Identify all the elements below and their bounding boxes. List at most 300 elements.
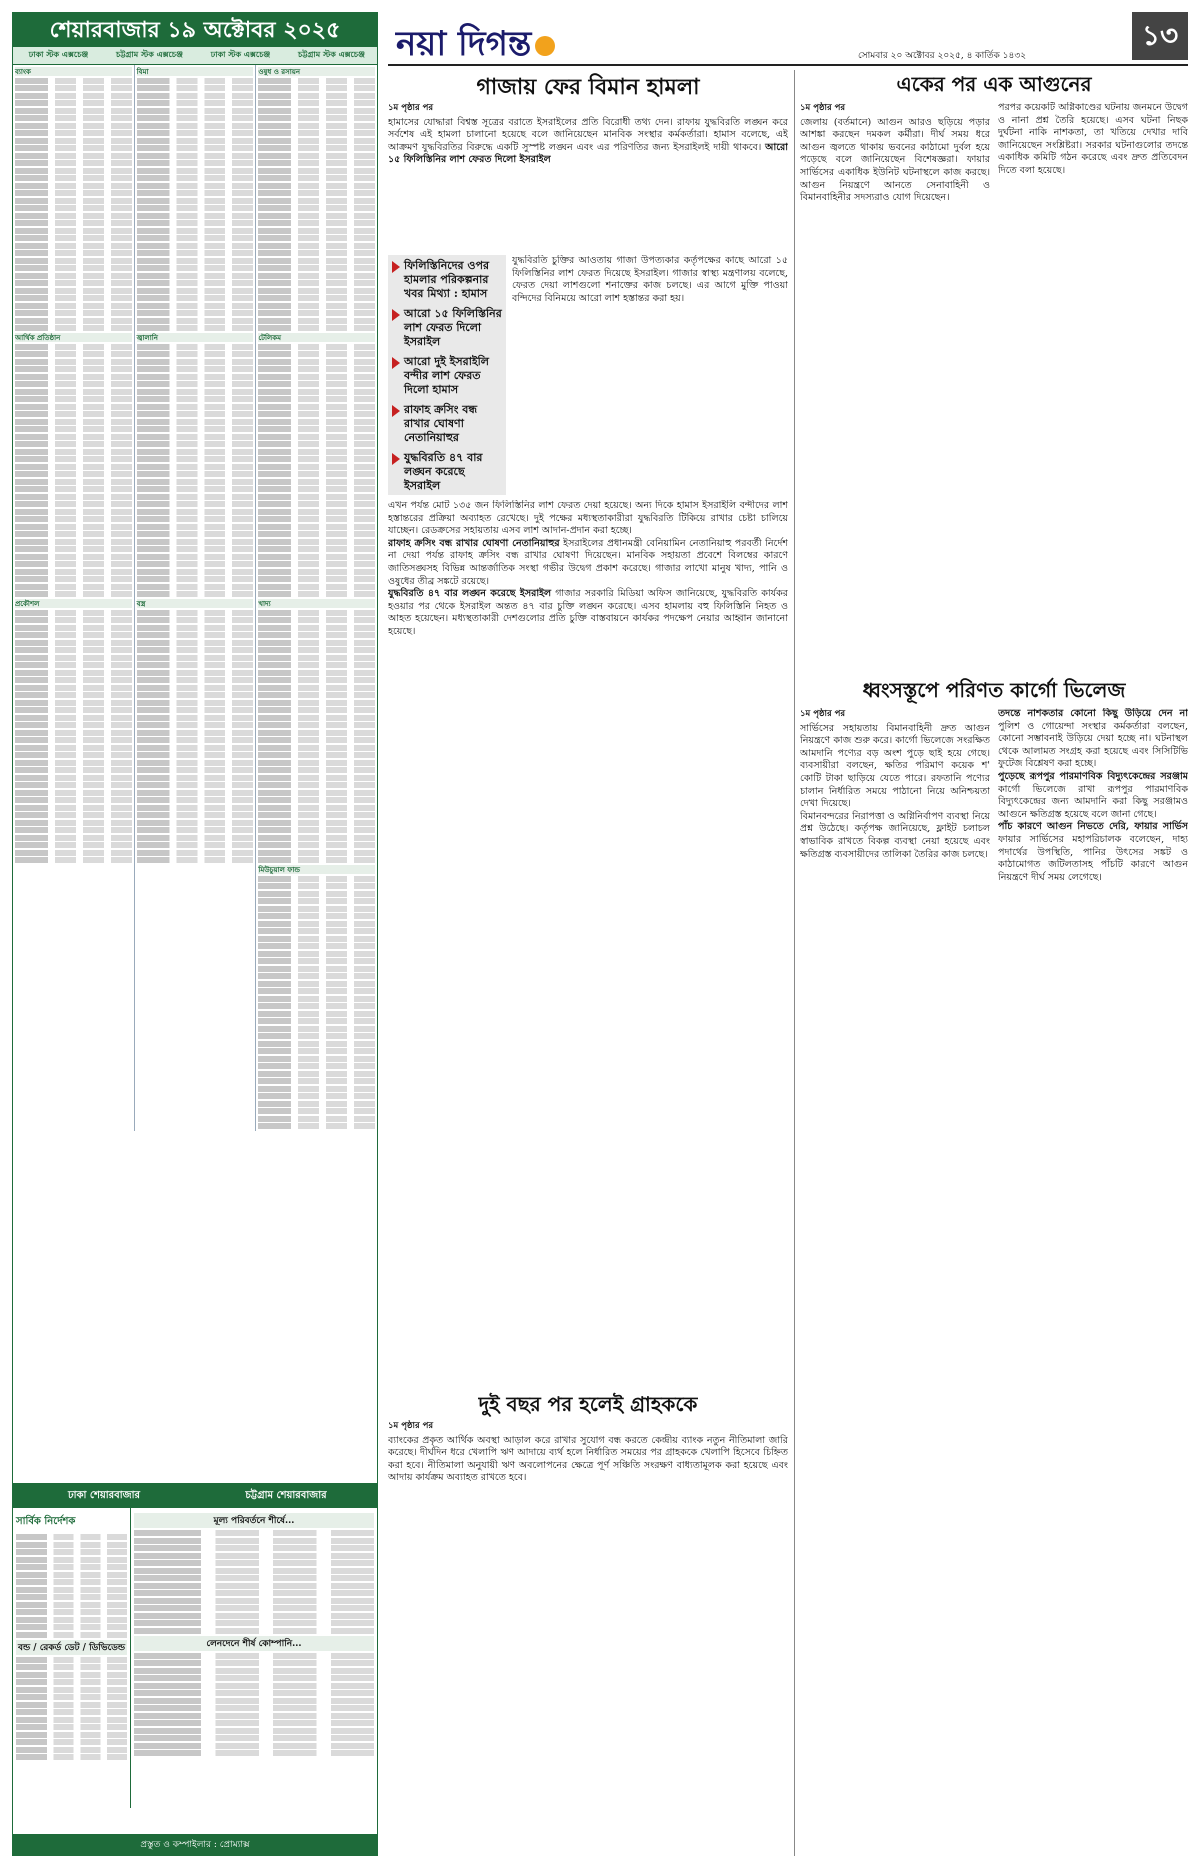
gaza-p3: এখন পর্যন্ত মোট ১৩৫ জন ফিলিস্তিনির লাশ ফেরত দেয়া হয়েছে। অন্য দিকে হামাস ইসরাইলি বন্দীদের লাশ হস্তান্তরের প্রক্রিয়া অব্যাহত রেখেছে। দুই পক্ষের মধ্যস্থতাকারীরা যুদ্ধবিরতি টিকিয়ে রাখার চেষ্টা চালিয়ে যাচ্ছেন। রেডক্রসের সহায়তায় এসব লাশ আদান-প্রদান করা হচ্ছে।	[388, 500, 788, 537]
cse-label-2: চট্টগ্রাম স্টক এক্সচেঞ্জ	[298, 49, 365, 59]
table-row-placeholder	[137, 235, 254, 241]
table-row-placeholder	[15, 374, 132, 380]
table-row-placeholder	[15, 722, 132, 728]
table-row-placeholder	[258, 1018, 375, 1024]
table-row-placeholder	[258, 797, 375, 803]
table-row-placeholder	[137, 554, 254, 560]
cargo-sub1: তদন্তে নাশকতার কোনো কিছু উড়িয়ে দেন না	[998, 708, 1188, 719]
table-row-placeholder	[134, 1568, 374, 1574]
table-row-placeholder	[258, 1101, 375, 1107]
table-row-placeholder	[15, 138, 132, 144]
table-row-placeholder	[258, 554, 375, 560]
table-row-placeholder	[137, 546, 254, 552]
table-row-placeholder	[15, 456, 132, 462]
table-row-placeholder	[137, 381, 254, 387]
table-row-placeholder	[258, 1071, 375, 1077]
fire-column-1	[800, 102, 990, 670]
masthead	[388, 12, 1188, 62]
sector-header: জ্বালানি	[137, 333, 254, 342]
table-row-placeholder	[15, 359, 132, 365]
table-row-placeholder	[258, 351, 375, 357]
table-row-placeholder	[258, 359, 375, 365]
table-row-placeholder	[137, 183, 254, 189]
table-row-placeholder	[258, 250, 375, 256]
table-row-placeholder	[15, 130, 132, 136]
table-row-placeholder	[258, 928, 375, 934]
table-row-placeholder	[15, 303, 132, 309]
table-row-placeholder	[15, 486, 132, 492]
cargo-headline: ধ্বংসস্তূপে পরিণত কার্গো ভিলেজ	[862, 678, 1126, 702]
table-row-placeholder	[15, 625, 132, 631]
cargo-ref: ১ম পৃষ্ঠার পর	[800, 709, 846, 719]
table-row-placeholder	[258, 160, 375, 166]
table-row-placeholder	[137, 692, 254, 698]
table-row-placeholder	[137, 198, 254, 204]
stock-rows	[15, 610, 132, 864]
table-row-placeholder	[16, 1564, 127, 1570]
table-row-placeholder	[137, 850, 254, 856]
table-row-placeholder	[258, 730, 375, 736]
table-row-placeholder	[258, 584, 375, 590]
table-row-placeholder	[16, 1687, 127, 1693]
table-row-placeholder	[15, 389, 132, 395]
table-row-placeholder	[258, 318, 375, 324]
table-row-placeholder	[16, 1557, 127, 1563]
table-row-placeholder	[15, 569, 132, 575]
table-row-placeholder	[258, 790, 375, 796]
table-row-placeholder	[134, 1668, 374, 1674]
table-row-placeholder	[258, 958, 375, 964]
table-row-placeholder	[258, 617, 375, 623]
share-column-3	[256, 65, 377, 1131]
table-row-placeholder	[134, 1660, 374, 1666]
table-row-placeholder	[258, 100, 375, 106]
table-row-placeholder	[16, 1732, 127, 1738]
table-row-placeholder	[137, 715, 254, 721]
table-row-placeholder	[15, 235, 132, 241]
table-row-placeholder	[15, 662, 132, 668]
table-row-placeholder	[15, 655, 132, 661]
cargo-column-1	[800, 708, 990, 1858]
table-row-placeholder	[15, 250, 132, 256]
table-row-placeholder	[137, 205, 254, 211]
table-row-placeholder	[258, 655, 375, 661]
table-row-placeholder	[134, 1613, 374, 1619]
table-row-placeholder	[258, 325, 375, 331]
table-row-placeholder	[258, 898, 375, 904]
page-number: ১৩	[1132, 12, 1188, 60]
market-summary	[13, 1483, 377, 1855]
table-row-placeholder	[137, 175, 254, 181]
share-column-1	[13, 65, 135, 1131]
table-row-placeholder	[137, 471, 254, 477]
stock-rows	[258, 610, 375, 864]
sector-header: টেলিকম	[258, 333, 375, 342]
table-row-placeholder	[137, 670, 254, 676]
table-row-placeholder	[258, 494, 375, 500]
table-row-placeholder	[137, 494, 254, 500]
table-row-placeholder	[258, 1108, 375, 1114]
indicators-title: সার্বিক নির্দেশক	[16, 1516, 76, 1527]
table-row-placeholder	[15, 479, 132, 485]
table-row-placeholder	[258, 280, 375, 286]
table-row-placeholder	[15, 790, 132, 796]
table-row-placeholder	[258, 812, 375, 818]
table-row-placeholder	[15, 153, 132, 159]
share-column-2	[135, 65, 257, 1131]
table-row-placeholder	[137, 411, 254, 417]
sector-header: ওষুধ ও রসায়ন	[258, 67, 375, 76]
table-row-placeholder	[137, 351, 254, 357]
summary-indicators	[13, 1508, 131, 1808]
table-row-placeholder	[258, 1041, 375, 1047]
table-row-placeholder	[137, 344, 254, 350]
stock-rows	[15, 78, 132, 332]
summary-tables	[131, 1508, 377, 1808]
table-row-placeholder	[15, 220, 132, 226]
table-row-placeholder	[258, 404, 375, 410]
table-row-placeholder	[137, 310, 254, 316]
table-row-placeholder	[258, 419, 375, 425]
sector-header: বিমা	[137, 67, 254, 76]
table-row-placeholder	[137, 396, 254, 402]
table-row-placeholder	[137, 827, 254, 833]
table-row-placeholder	[137, 790, 254, 796]
table-row-placeholder	[15, 640, 132, 646]
masthead-rule	[388, 64, 1188, 66]
table-row-placeholder	[258, 906, 375, 912]
table-row-placeholder	[134, 1698, 374, 1704]
table-row-placeholder	[15, 464, 132, 470]
table-row-placeholder	[137, 782, 254, 788]
table-row-placeholder	[258, 183, 375, 189]
table-row-placeholder	[15, 351, 132, 357]
table-row-placeholder	[15, 494, 132, 500]
table-row-placeholder	[258, 610, 375, 616]
table-row-placeholder	[16, 1739, 127, 1745]
table-row-placeholder	[15, 685, 132, 691]
table-row-placeholder	[15, 857, 132, 863]
table-row-placeholder	[137, 617, 254, 623]
table-row-placeholder	[134, 1538, 374, 1544]
table-row-placeholder	[16, 1594, 127, 1600]
table-row-placeholder	[258, 640, 375, 646]
dateline: সোমবার ২০ অক্টোবর ২০২৫, ৪ কার্তিক ১৪৩২	[858, 51, 1027, 61]
table-row-placeholder	[258, 288, 375, 294]
table-row-placeholder	[134, 1743, 374, 1749]
sector-header: ব্যাংক	[15, 67, 132, 76]
table-row-placeholder	[258, 707, 375, 713]
table-row-placeholder	[137, 464, 254, 470]
table-row-placeholder	[137, 539, 254, 545]
table-row-placeholder	[15, 190, 132, 196]
table-row-placeholder	[15, 850, 132, 856]
table-row-placeholder	[16, 1672, 127, 1678]
table-row-placeholder	[16, 1724, 127, 1730]
table-row-placeholder	[137, 318, 254, 324]
gaza-p4: ইসরাইলের প্রধানমন্ত্রী বেনিয়ামিন নেতানিয়াহু পরবর্তী নির্দেশ না দেয়া পর্যন্ত রাফাহ ক্রসিং বন্ধ রাখার ঘোষণা দিয়েছেন। মানবিক সহায়তা প্রবেশে বিলম্বের কারণে জাতিসঙ্ঘসহ বিভিন্ন আন্তর্জাতিক সংস্থা গভীর উদ্বেগ প্রকাশ করেছে। গাজার লাখো মানুষ খাদ্য, পানি ও ওষুধের তীব্র সঙ্কটে রয়েছে।	[388, 537, 788, 587]
table-row-placeholder	[258, 775, 375, 781]
table-row-placeholder	[15, 692, 132, 698]
table-row-placeholder	[16, 1694, 127, 1700]
table-row-placeholder	[258, 130, 375, 136]
table-row-placeholder	[258, 981, 375, 987]
table-row-placeholder	[16, 1657, 127, 1663]
table-row-placeholder	[15, 610, 132, 616]
table-row-placeholder	[137, 258, 254, 264]
table-row-placeholder	[137, 153, 254, 159]
bank-p1: ব্যাংকের প্রকৃত আর্থিক অবস্থা আড়াল করে রাখার সুযোগ বন্ধ করতে কেন্দ্রীয় ব্যাংক নতুন নীতিমালা জারি করেছে। দীর্ঘদিন ধরে খেলাপি ঋণ আদায়ে ব্যর্থ হলে নির্ধারিত সময়ের পর গ্রাহককে খেলাপি হিসেবে চিহ্নিত করা হবে। নীতিমালা অনুযায়ী ঋণ অবলোপনের ক্ষেত্রে পূর্ণ সঞ্চিতি সংরক্ষণ বাধ্যতামূলক করা হয়েছে এবং আদায় কার্যক্রম অব্যাহত রাখতে হবে।	[388, 1434, 788, 1484]
table-row-placeholder	[137, 569, 254, 575]
table-row-placeholder	[258, 411, 375, 417]
table-row-placeholder	[258, 891, 375, 897]
table-row-placeholder	[15, 546, 132, 552]
table-row-placeholder	[258, 471, 375, 477]
table-row-placeholder	[258, 449, 375, 455]
table-row-placeholder	[134, 1653, 374, 1659]
table-row-placeholder	[258, 842, 375, 848]
table-row-placeholder	[16, 1609, 127, 1615]
table-row-placeholder	[137, 857, 254, 863]
table-row-placeholder	[15, 396, 132, 402]
highlight-item: রাফাহ ক্রসিং বন্ধ রাখার ঘোষণা নেতানিয়াহুর	[392, 403, 502, 445]
table-row-placeholder	[15, 797, 132, 803]
table-row-placeholder	[258, 303, 375, 309]
summary-body	[13, 1508, 377, 1808]
table-row-placeholder	[137, 531, 254, 537]
fire-headline: একের পর এক আগুনের	[896, 72, 1092, 96]
table-row-placeholder	[258, 692, 375, 698]
table-row-placeholder	[134, 1705, 374, 1711]
table-row-placeholder	[16, 1664, 127, 1670]
table-row-placeholder	[137, 610, 254, 616]
gaza-highlights	[388, 255, 506, 495]
table-row-placeholder	[15, 93, 132, 99]
table-row-placeholder	[258, 389, 375, 395]
table-row-placeholder	[134, 1735, 374, 1741]
cargo-p5: ফায়ার সার্ভিসের মহাপরিচালক বলেছেন, দাহ্য পদার্থের উপস্থিতি, পানির উৎসের সঙ্কট ও কাঠামোগত জটিলতাসহ পাঁচটি কারণে আগুন নিয়ন্ত্রণে দীর্ঘ সময় লেগেছে।	[998, 833, 1188, 883]
table-row-placeholder	[137, 640, 254, 646]
table-row-placeholder	[137, 632, 254, 638]
table-row-placeholder	[258, 988, 375, 994]
table-row-placeholder	[137, 190, 254, 196]
table-row-placeholder	[258, 1116, 375, 1122]
table-row-placeholder	[137, 100, 254, 106]
table-row-placeholder	[258, 996, 375, 1002]
table-row-placeholder	[258, 1048, 375, 1054]
table-row-placeholder	[15, 434, 132, 440]
gaza-p5: গাজার সরকারি মিডিয়া অফিস জানিয়েছে, যুদ্ধবিরতি কার্যকর হওয়ার পর থেকে ইসরাইল অন্তত ৪৭ বার চুক্তি লঙ্ঘন করেছে। এসব হামলায় বহু ফিলিস্তিনি নিহত ও আহত হয়েছেন। মধ্যস্থতাকারী দেশগুলোর প্রতি চুক্তি বাস্তবায়নে কার্যকর পদক্ষেপ নেয়ার আহ্বান জানানো হয়েছে।	[388, 588, 788, 637]
table-row-placeholder	[258, 752, 375, 758]
table-row-placeholder	[15, 404, 132, 410]
table-row-placeholder	[134, 1598, 374, 1604]
fire-ref: ১ম পৃষ্ঠার পর	[800, 103, 846, 113]
column-divider	[794, 70, 795, 1856]
table-row-placeholder	[137, 325, 254, 331]
table-row-placeholder	[137, 752, 254, 758]
table-row-placeholder	[258, 569, 375, 575]
table-row-placeholder	[258, 745, 375, 751]
dse-summary-label: ঢাকা শেয়ারবাজার	[67, 1490, 140, 1501]
table-row-placeholder	[258, 1033, 375, 1039]
table-row-placeholder	[15, 745, 132, 751]
table-row-placeholder	[137, 374, 254, 380]
bank-headline: দুই বছর পর হলেই গ্রাহককে	[478, 1392, 698, 1416]
table-row-placeholder	[15, 426, 132, 432]
table-row-placeholder	[15, 827, 132, 833]
table-row-placeholder	[258, 190, 375, 196]
table-row-placeholder	[16, 1754, 127, 1760]
bond-rows	[16, 1657, 127, 1761]
table-row-placeholder	[258, 951, 375, 957]
table-row-placeholder	[258, 456, 375, 462]
table-row-placeholder	[15, 501, 132, 507]
table-row-placeholder	[258, 662, 375, 668]
highlight-item: ফিলিস্তিনিদের ওপর হামলার পরিকল্পনার খবর মিথ্যা : হামাস	[392, 259, 502, 301]
table-row-placeholder	[137, 145, 254, 151]
table-row-placeholder	[258, 827, 375, 833]
table-row-placeholder	[137, 707, 254, 713]
table-row-placeholder	[134, 1690, 374, 1696]
table-row-placeholder	[258, 344, 375, 350]
table-row-placeholder	[15, 632, 132, 638]
table-row-placeholder	[137, 138, 254, 144]
table-row-placeholder	[15, 835, 132, 841]
table-row-placeholder	[258, 228, 375, 234]
table-row-placeholder	[258, 737, 375, 743]
table-row-placeholder	[134, 1575, 374, 1581]
table-row-placeholder	[137, 835, 254, 841]
table-row-placeholder	[137, 501, 254, 507]
table-row-placeholder	[258, 235, 375, 241]
table-row-placeholder	[258, 936, 375, 942]
table-row-placeholder	[258, 966, 375, 972]
table-row-placeholder	[15, 318, 132, 324]
table-row-placeholder	[137, 805, 254, 811]
table-row-placeholder	[258, 883, 375, 889]
table-row-placeholder	[16, 1624, 127, 1630]
table-row-placeholder	[16, 1747, 127, 1753]
share-table	[13, 65, 377, 1131]
table-row-placeholder	[258, 835, 375, 841]
logo-text: নয়া দিগন্ত	[396, 24, 532, 64]
stock-rows	[137, 344, 254, 598]
table-row-placeholder	[16, 1534, 127, 1540]
fire-p2: পরপর কয়েকটি অগ্নিকাণ্ডের ঘটনায় জনমনে উদ্বেগ ও নানা প্রশ্ন তৈরি হয়েছে। এসব ঘটনা নিছক দুর্ঘটনা নাকি নাশকতা, তা খতিয়ে দেখার দাবি জানিয়েছেন সংশ্লিষ্টরা। সরকার ঘটনাগুলোর তদন্তে একাধিক কমিটি গঠন করেছে এবং দ্রুত প্রতিবেদন দিতে বলা হয়েছে।	[998, 102, 1188, 176]
cargo-p1: সার্ভিসের সহায়তায় বিমানবাহিনী দ্রুত আগুন নিয়ন্ত্রণে কাজ শুরু করে। কার্গো ভিলেজে সংরক্ষিত আমদানি পণ্যের বড় অংশ পুড়ে ছাই হয়ে গেছে। ব্যবসায়ীরা বলছেন, ক্ষতির পরিমাণ কয়েক শ' কোটি টাকা ছাড়িয়ে যেতে পারে। রফতানি পণ্যের চালান নির্ধারিত সময়ে পাঠানো নিয়ে অনিশ্চয়তা দেখা দিয়েছে।	[800, 722, 990, 810]
table-row-placeholder	[15, 100, 132, 106]
table-row-placeholder	[16, 1702, 127, 1708]
newspaper-logo	[396, 18, 555, 75]
stock-rows	[15, 344, 132, 598]
table-row-placeholder	[258, 876, 375, 882]
highlight-item: আরো ১৫ ফিলিস্তিনির লাশ ফেরত দিলো ইসরাইল	[392, 307, 502, 349]
table-row-placeholder	[15, 295, 132, 301]
table-row-placeholder	[258, 374, 375, 380]
table-row-placeholder	[137, 576, 254, 582]
sector-header: আর্থিক প্রতিষ্ঠান	[15, 333, 132, 342]
table-row-placeholder	[258, 78, 375, 84]
table-row-placeholder	[16, 1717, 127, 1723]
table-row-placeholder	[137, 160, 254, 166]
gaza-ref: ১ম পৃষ্ঠার পর	[388, 103, 434, 113]
stock-rows	[258, 344, 375, 598]
table-row-placeholder	[15, 160, 132, 166]
summary-header	[13, 1485, 377, 1508]
table-row-placeholder	[15, 805, 132, 811]
table-row-placeholder	[15, 554, 132, 560]
table-row-placeholder	[258, 93, 375, 99]
table-row-placeholder	[258, 1093, 375, 1099]
cse-summary-label: চট্টগ্রাম শেয়ারবাজার	[245, 1490, 327, 1501]
table-row-placeholder	[137, 685, 254, 691]
table-row-placeholder	[137, 426, 254, 432]
table-row-placeholder	[134, 1583, 374, 1589]
table-row-placeholder	[15, 78, 132, 84]
table-row-placeholder	[258, 1063, 375, 1069]
cargo-p3: পুলিশ ও গোয়েন্দা সংস্থার কর্মকর্তারা বলছেন, কোনো সম্ভাবনাই উড়িয়ে দেয়া হচ্ছে না। ঘটনাস্থল থেকে আলামত সংগ্রহ করা হয়েছে এবং সিসিটিভি ফুটেজ বিশ্লেষণ করা হচ্ছে।	[998, 720, 1188, 770]
table-row-placeholder	[15, 145, 132, 151]
table-row-placeholder	[16, 1587, 127, 1593]
table-row-placeholder	[15, 115, 132, 121]
table-row-placeholder	[258, 715, 375, 721]
table-row-placeholder	[15, 325, 132, 331]
table-row-placeholder	[137, 812, 254, 818]
table-row-placeholder	[15, 775, 132, 781]
highlight-item: যুদ্ধবিরতি ৪৭ বার লঙ্ঘন করেছে ইসরাইল	[392, 451, 502, 493]
table-row-placeholder	[258, 295, 375, 301]
table-row-placeholder	[258, 108, 375, 114]
cse-label: চট্টগ্রাম স্টক এক্সচেঞ্জ	[116, 49, 183, 59]
table-row-placeholder	[137, 797, 254, 803]
table-row-placeholder	[15, 205, 132, 211]
table-row-placeholder	[137, 85, 254, 91]
table-row-placeholder	[15, 288, 132, 294]
table-row-placeholder	[15, 471, 132, 477]
table-row-placeholder	[15, 584, 132, 590]
table-row-placeholder	[137, 647, 254, 653]
table-row-placeholder	[258, 767, 375, 773]
table-row-placeholder	[258, 168, 375, 174]
table-row-placeholder	[16, 1549, 127, 1555]
table-row-placeholder	[134, 1683, 374, 1689]
table-row-placeholder	[258, 516, 375, 522]
table-row-placeholder	[16, 1632, 127, 1638]
table-row-placeholder	[258, 115, 375, 121]
table-row-placeholder	[258, 175, 375, 181]
table-row-placeholder	[258, 220, 375, 226]
table-row-placeholder	[137, 561, 254, 567]
table-row-placeholder	[258, 820, 375, 826]
table-row-placeholder	[137, 220, 254, 226]
table-row-placeholder	[137, 655, 254, 661]
table-row-placeholder	[134, 1553, 374, 1559]
sector-header: খাদ্য	[258, 599, 375, 608]
table-row-placeholder	[134, 1620, 374, 1626]
table-row-placeholder	[15, 310, 132, 316]
table-row-placeholder	[15, 123, 132, 129]
highlight-item: আরো দুই ইসরাইলি বন্দীর লাশ ফেরত দিলো হামাস	[392, 355, 502, 397]
table-row-placeholder	[16, 1542, 127, 1548]
table-row-placeholder	[258, 685, 375, 691]
table-row-placeholder	[258, 524, 375, 530]
stock-rows	[137, 610, 254, 864]
table-row-placeholder	[15, 419, 132, 425]
exchange-header	[13, 47, 377, 65]
table-row-placeholder	[134, 1530, 374, 1536]
table-row-placeholder	[258, 857, 375, 863]
table-row-placeholder	[137, 767, 254, 773]
